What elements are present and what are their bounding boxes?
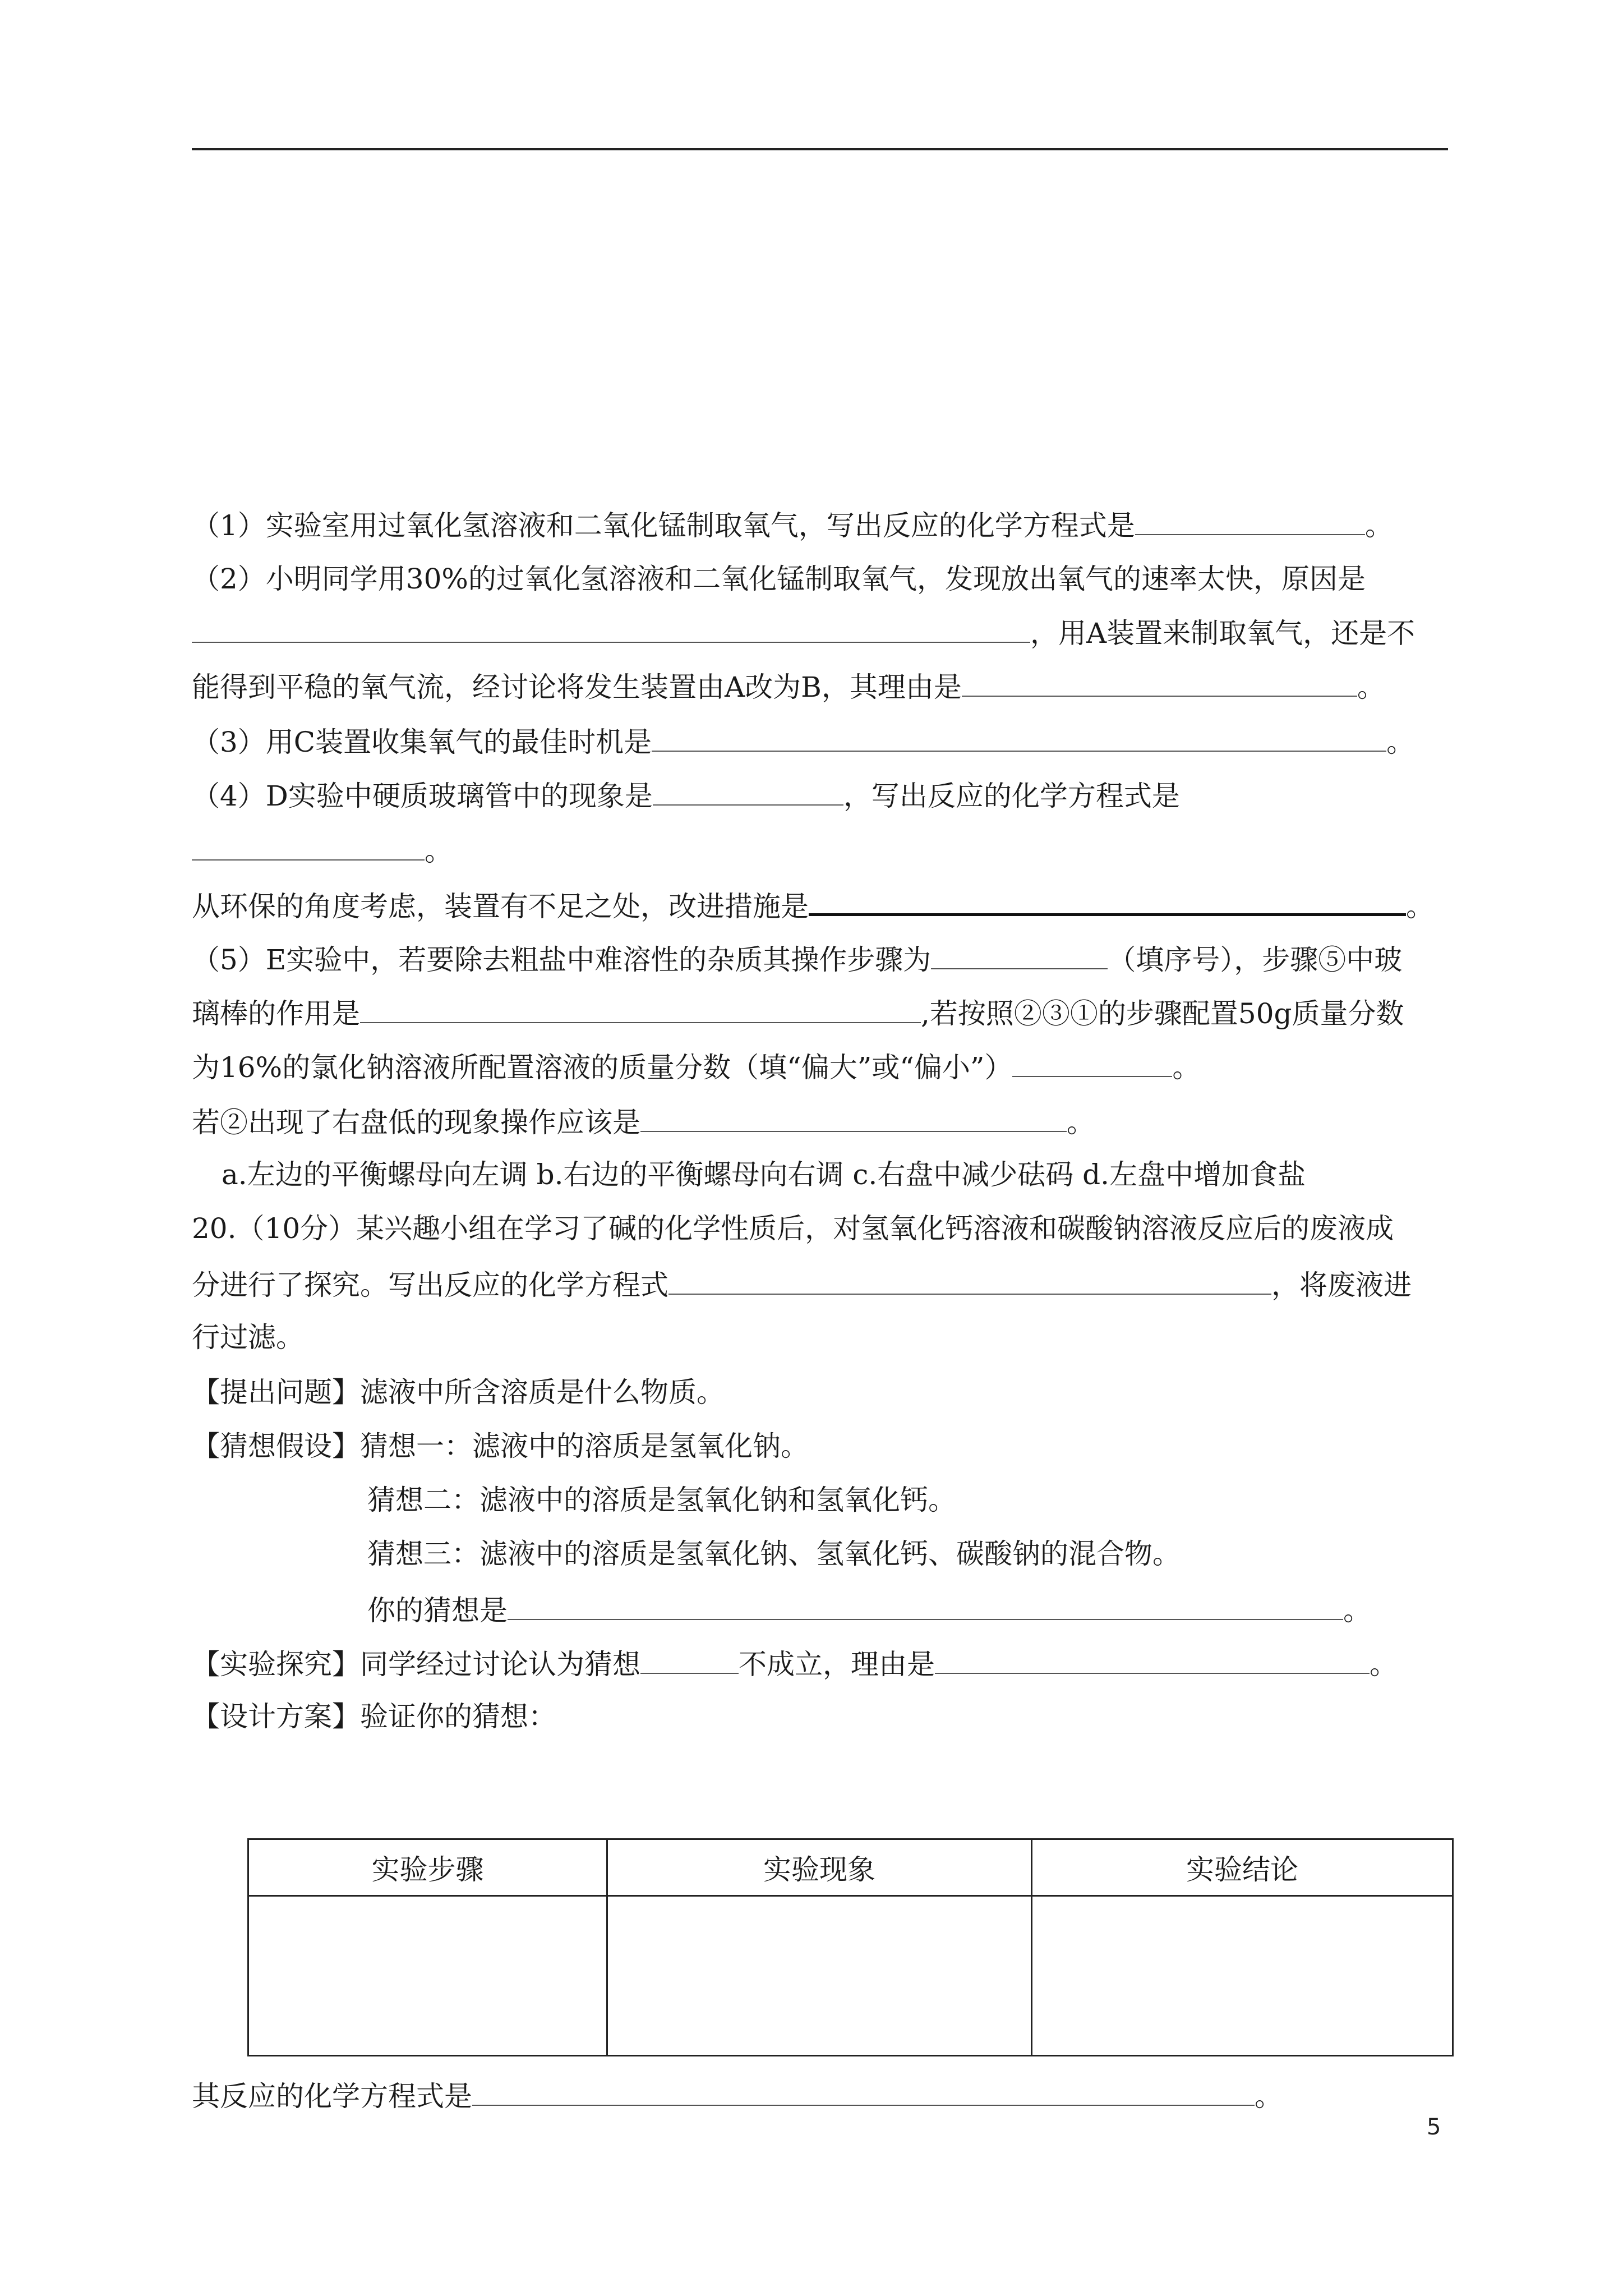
q2-line1: （2）小明同学用30%的过氧化氢溶液和二氧化锰制取氧气，发现放出氧气的速率太快，原因是 (192, 563, 1366, 595)
q2-blank-why[interactable] (962, 663, 1357, 697)
q5-blank-steps[interactable] (931, 936, 1108, 969)
explore-line: 【实验探究】同学经过讨论认为猜想 不成立，理由是 。 (192, 1640, 1448, 1685)
q4-blank-phenomenon[interactable] (653, 772, 843, 806)
table-cell-conclusion[interactable] (1032, 1896, 1453, 2056)
hypothesis-line2: 猜想二：滤液中的溶质是氢氧化钠和氢氧化钙。 (367, 1484, 956, 1516)
q5-blank-fraction[interactable] (1012, 1043, 1172, 1077)
q5-line3: 为16%的氯化钠溶液所配置溶液的质量分数（填“偏大”或“偏小”） 。 (192, 1043, 1448, 1088)
q3-line: （3）用C装置收集氧气的最佳时机是 。 (192, 718, 1448, 763)
table-header-row (248, 1839, 1453, 1896)
q1-blank[interactable] (1135, 501, 1365, 535)
q20-blank-equation[interactable] (668, 1261, 1271, 1295)
hypothesis-line3: 猜想三：滤液中的溶质是氢氧化钠、氢氧化钙、碳酸钠的混合物。 (367, 1538, 1181, 1570)
q20-line1: 20.（10分）某兴趣小组在学习了碱的化学性质后，对氢氧化钙溶液和碳酸钠溶液反应后的废液成 (192, 1212, 1394, 1245)
header-rule (192, 148, 1448, 150)
final-line: 其反应的化学方程式是 。 (192, 2072, 1448, 2117)
table-cell-phenomena[interactable] (607, 1896, 1032, 2056)
q5-blank-operation[interactable] (640, 1098, 1067, 1132)
q5-line1: （5）E实验中，若要除去粗盐中难溶性的杂质其操作步骤为 （填序号），步骤⑤中玻 (192, 936, 1448, 981)
hypothesis-line1: 【猜想假设】猜想一：滤液中的溶质是氢氧化钠。 (192, 1430, 809, 1462)
q1-line: （1）实验室用过氧化氢溶液和二氧化锰制取氧气，写出反应的化学方程式是 。 (192, 501, 1448, 546)
explore-blank-which[interactable] (640, 1640, 739, 1674)
q5-line2: 璃棒的作用是 ,若按照②③①的步骤配置50g质量分数 (192, 990, 1448, 1034)
table-header-phenomena: 实验现象 (607, 1839, 1032, 1896)
q4-blank-equation[interactable] (192, 827, 425, 861)
q5-blank-rod[interactable] (360, 990, 921, 1023)
q2-line2: ，用A装置来制取氧气，还是不 (192, 609, 1448, 654)
q20-line2: 分进行了探究。写出反应的化学方程式 ，将废液进 (192, 1261, 1448, 1306)
q20-line3: 行过滤。 (192, 1321, 304, 1354)
page-number: 5 (1427, 2114, 1441, 2140)
q4-env-line: 从环保的角度考虑，装置有不足之处，改进措施是 。 (192, 881, 1448, 926)
table-row (248, 1896, 1453, 2056)
q4-line2: 。 (192, 827, 1448, 872)
table-header-steps: 实验步骤 (248, 1839, 607, 1896)
q5-options: a.左边的平衡螺母向左调 b.右边的平衡螺母向右调 c.右盘中减少砝码 d.左盘中增加食盐 (222, 1158, 1306, 1191)
final-blank[interactable] (472, 2072, 1255, 2106)
table-header-conclusion: 实验结论 (1032, 1839, 1453, 1896)
q4-blank-improve[interactable] (809, 881, 1406, 916)
design-line: 【设计方案】验证你的猜想： (192, 1700, 556, 1733)
q2-blank-reason[interactable] (192, 609, 1030, 643)
design-table (247, 1838, 1454, 2056)
question-line: 【提出问题】滤液中所含溶质是什么物质。 (192, 1376, 725, 1409)
q2-line3: 能得到平稳的氧气流，经讨论将发生装置由A改为B，其理由是 。 (192, 663, 1448, 708)
q5-line4: 若②出现了右盘低的现象操作应该是 。 (192, 1098, 1448, 1143)
q3-blank[interactable] (652, 718, 1386, 752)
q4-line1: （4）D实验中硬质玻璃管中的现象是 ，写出反应的化学方程式是 (192, 772, 1448, 817)
table-cell-steps[interactable] (248, 1896, 607, 2056)
hypothesis-yours-line: 你的猜想是 。 (367, 1586, 1623, 1631)
hypothesis-blank[interactable] (508, 1586, 1343, 1620)
explore-blank-reason[interactable] (935, 1640, 1370, 1674)
